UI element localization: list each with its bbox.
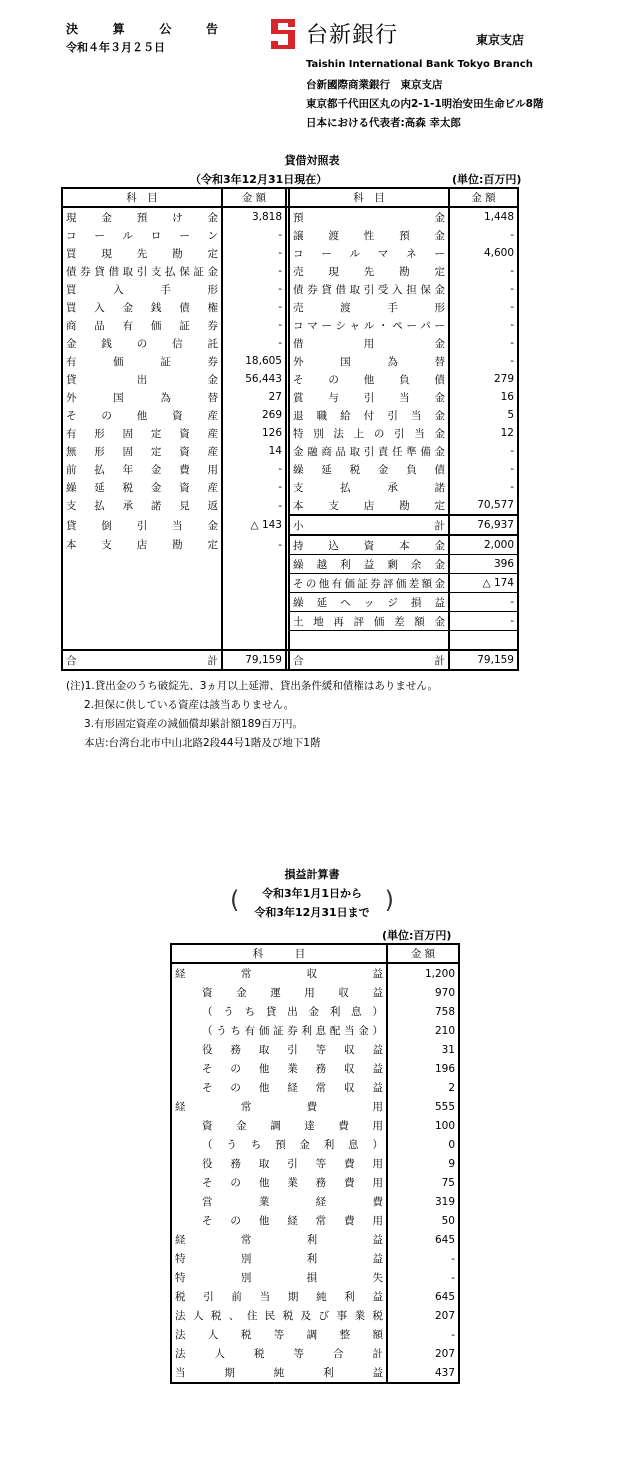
period-from: 令和3年1月1日から xyxy=(262,887,362,900)
asset-label xyxy=(62,574,222,593)
address-line: 台新國際商業銀行 東京支店 xyxy=(306,79,443,91)
income-item-label xyxy=(171,1097,387,1116)
asset-label: 買入金銭債権 xyxy=(62,298,222,316)
notice-title-char: 告 xyxy=(205,22,218,36)
income-statement-unit: (単位:百万円) xyxy=(382,929,452,942)
income-item-label xyxy=(171,1021,387,1040)
income-statement-row xyxy=(171,1078,459,1097)
income-item-label xyxy=(171,1116,387,1135)
liability-amount: - xyxy=(449,460,518,478)
asset-amount xyxy=(222,593,286,612)
liability-label: 債券貸借取引受入担保金 xyxy=(289,280,449,298)
income-item-amount: 210 xyxy=(387,1021,459,1040)
income-item-label xyxy=(171,1230,387,1249)
period-to: 令和3年12月31日まで xyxy=(254,906,370,919)
balance-sheet-date: （令和3年12月31日現在） xyxy=(190,173,328,186)
notice-title xyxy=(66,20,218,37)
income-item-amount: 0 xyxy=(387,1135,459,1154)
asset-amount: - xyxy=(222,262,286,280)
income-statement-title: 損益計算書 xyxy=(284,868,340,881)
asset-label xyxy=(62,555,222,574)
liability-amount: - xyxy=(449,262,518,280)
income-item-text: 当期純利益 xyxy=(175,1367,383,1379)
asset-amount: 126 xyxy=(222,424,286,442)
asset-amount: - xyxy=(222,460,286,478)
notice-title-char: 公 xyxy=(159,22,172,36)
balance-sheet-total-row xyxy=(62,650,518,670)
income-item-text: その他経常費用 xyxy=(202,1215,383,1227)
asset-label: 前払年金費用 xyxy=(62,460,222,478)
asset-amount: - xyxy=(222,334,286,352)
col-amount-header: 金 額 xyxy=(387,944,459,963)
income-item-text: （うち有価証券利息配当金） xyxy=(202,1025,383,1037)
income-item-text: 営業経費 xyxy=(202,1196,383,1208)
liability-label: 支払承諾 xyxy=(289,478,449,496)
liability-amount: - xyxy=(449,442,518,460)
asset-amount: - xyxy=(222,298,286,316)
income-item-text: 法人税等調整額 xyxy=(175,1329,383,1341)
liability-amount: 1,448 xyxy=(449,207,518,226)
income-statement-row xyxy=(171,1135,459,1154)
liability-label: 売渡手形 xyxy=(289,298,449,316)
asset-label: 本支店勘定 xyxy=(62,535,222,555)
balance-sheet-row xyxy=(62,478,518,496)
income-item-text: 役務取引等収益 xyxy=(202,1044,383,1056)
income-item-amount: 9 xyxy=(387,1154,459,1173)
liability-amount xyxy=(449,631,518,651)
bank-logo-text: 台新銀行 xyxy=(306,23,399,48)
subtotal-amount: 76,937 xyxy=(449,515,518,535)
income-item-label xyxy=(171,1344,387,1363)
col-item-header: 科 目 xyxy=(171,944,387,963)
liability-amount: 279 xyxy=(449,370,518,388)
asset-label: 有価証券 xyxy=(62,352,222,370)
balance-sheet-row xyxy=(62,334,518,352)
asset-label: 金銭の信託 xyxy=(62,334,222,352)
income-item-text: その他業務費用 xyxy=(202,1177,383,1189)
income-item-text: 経常費用 xyxy=(175,1101,383,1113)
balance-sheet-row xyxy=(62,535,518,555)
total-label-right: 計 xyxy=(434,654,445,667)
balance-sheet-row xyxy=(62,631,518,651)
col-item-header: 科 目 xyxy=(289,188,449,207)
asset-label: 買入手形 xyxy=(62,280,222,298)
income-statement-row xyxy=(171,1021,459,1040)
income-item-label xyxy=(171,983,387,1002)
income-item-text: 法人税等合計 xyxy=(175,1348,383,1360)
total-label-left: 合 xyxy=(66,654,77,667)
asset-label: 債券貸借取引支払保証金 xyxy=(62,262,222,280)
income-item-amount: 50 xyxy=(387,1211,459,1230)
capital-amount: △ 174 xyxy=(449,574,518,593)
liability-amount: 5 xyxy=(449,406,518,424)
liability-amount: - xyxy=(449,352,518,370)
notice-title-char: 決 xyxy=(66,22,79,36)
asset-amount: 14 xyxy=(222,442,286,460)
income-item-label xyxy=(171,1192,387,1211)
income-item-text: 特別利益 xyxy=(175,1253,383,1265)
asset-amount: - xyxy=(222,280,286,298)
income-statement-row xyxy=(171,1173,459,1192)
asset-label: 買現先勘定 xyxy=(62,244,222,262)
liability-amount: 4,600 xyxy=(449,244,518,262)
capital-label: その他有価証券評価差額金 xyxy=(289,574,449,593)
income-item-label xyxy=(171,1173,387,1192)
total-label-wrap xyxy=(66,653,218,668)
asset-amount: 18,605 xyxy=(222,352,286,370)
income-statement-row xyxy=(171,1230,459,1249)
income-statement-table xyxy=(170,943,460,1384)
income-statement-row xyxy=(171,1116,459,1135)
balance-sheet-row xyxy=(62,262,518,280)
asset-amount xyxy=(222,574,286,593)
income-statement-row xyxy=(171,1154,459,1173)
liability-label: コールマネー xyxy=(289,244,449,262)
asset-amount: 56,443 xyxy=(222,370,286,388)
liability-label: 借用金 xyxy=(289,334,449,352)
capital-label: 土地再評価差額金 xyxy=(289,612,449,631)
balance-sheet-row xyxy=(62,280,518,298)
balance-sheet-row xyxy=(62,316,518,334)
asset-amount xyxy=(222,612,286,631)
balance-sheet-table xyxy=(61,187,519,671)
income-item-text: （うち預金利息） xyxy=(202,1139,383,1151)
liability-amount: 70,577 xyxy=(449,496,518,515)
liability-label: 特別法上の引当金 xyxy=(289,424,449,442)
asset-label: 繰延税金資産 xyxy=(62,478,222,496)
asset-amount: △ 143 xyxy=(222,515,286,535)
income-item-amount: 100 xyxy=(387,1116,459,1135)
income-item-text: 経常収益 xyxy=(175,968,383,980)
asset-amount: - xyxy=(222,226,286,244)
income-statement-row xyxy=(171,1287,459,1306)
note-line: 本店:台湾台北市中山北路2段44号1階及び地下1階 xyxy=(84,737,321,749)
income-item-amount: 75 xyxy=(387,1173,459,1192)
income-statement-row xyxy=(171,1325,459,1344)
asset-amount: - xyxy=(222,244,286,262)
col-amount-header: 金 額 xyxy=(222,188,286,207)
asset-label: 現金預け金 xyxy=(62,207,222,226)
balance-sheet-row xyxy=(62,555,518,574)
income-statement-row xyxy=(171,983,459,1002)
income-item-amount: 207 xyxy=(387,1344,459,1363)
income-item-label xyxy=(171,963,387,983)
capital-amount: 396 xyxy=(449,555,518,574)
notice-date: 令和４年３月２５日 xyxy=(66,41,165,54)
asset-amount: 27 xyxy=(222,388,286,406)
income-item-text: 税引前当期純利益 xyxy=(175,1291,383,1303)
income-item-amount: 207 xyxy=(387,1306,459,1325)
income-item-text: 資金調達費用 xyxy=(202,1120,383,1132)
income-item-amount: - xyxy=(387,1325,459,1344)
asset-amount: - xyxy=(222,478,286,496)
open-bracket-icon: ( xyxy=(230,886,240,914)
asset-label: 貸倒引当金 xyxy=(62,515,222,535)
liabilities-total-amount: 79,159 xyxy=(449,650,518,670)
income-statement-row xyxy=(171,1097,459,1116)
income-item-amount: 2 xyxy=(387,1078,459,1097)
liability-amount: - xyxy=(449,298,518,316)
liability-label: 本支店勘定 xyxy=(289,496,449,515)
asset-label: 貸出金 xyxy=(62,370,222,388)
income-item-text: 資金運用収益 xyxy=(202,987,383,999)
income-item-text: 特別損失 xyxy=(175,1272,383,1284)
liability-label: 繰延税金負債 xyxy=(289,460,449,478)
branch-tag: 東京支店 xyxy=(476,33,525,47)
notice-title-char: 算 xyxy=(112,22,125,36)
income-item-label xyxy=(171,1363,387,1383)
subtotal-label-right: 計 xyxy=(434,519,445,532)
income-item-text: 経常利益 xyxy=(175,1234,383,1246)
col-amount-header: 金 額 xyxy=(449,188,518,207)
capital-amount: - xyxy=(449,593,518,612)
income-item-amount: - xyxy=(387,1268,459,1287)
income-item-amount: 758 xyxy=(387,1002,459,1021)
income-statement-row xyxy=(171,1211,459,1230)
asset-label: 有形固定資産 xyxy=(62,424,222,442)
income-item-text: 法人税、住民税及び事業税 xyxy=(175,1310,383,1322)
balance-sheet-row xyxy=(62,298,518,316)
liability-label: コマーシャル・ペーパー xyxy=(289,316,449,334)
balance-sheet-title: 貸借対照表 xyxy=(284,154,340,167)
liability-label: 譲渡性預金 xyxy=(289,226,449,244)
asset-label: 外国為替 xyxy=(62,388,222,406)
income-item-label xyxy=(171,1002,387,1021)
income-item-amount: 196 xyxy=(387,1059,459,1078)
income-statement-row xyxy=(171,1040,459,1059)
liability-label: 賞与引当金 xyxy=(289,388,449,406)
income-item-label xyxy=(171,1249,387,1268)
asset-label: 支払承諾見返 xyxy=(62,496,222,515)
liability-label: 退職給付引当金 xyxy=(289,406,449,424)
subtotal-label-left: 小 xyxy=(293,519,304,532)
income-item-label xyxy=(171,1268,387,1287)
asset-label: 商品有価証券 xyxy=(62,316,222,334)
income-item-amount: 645 xyxy=(387,1287,459,1306)
asset-amount: 3,818 xyxy=(222,207,286,226)
liability-amount: - xyxy=(449,226,518,244)
note-line: 2.担保に供している資産は該当ありません。 xyxy=(84,699,295,711)
income-item-label xyxy=(171,1040,387,1059)
liability-amount: 16 xyxy=(449,388,518,406)
asset-label xyxy=(62,612,222,631)
income-item-text: 役務取引等費用 xyxy=(202,1158,383,1170)
liability-amount: - xyxy=(449,478,518,496)
balance-sheet-row xyxy=(62,352,518,370)
asset-label: 無形固定資産 xyxy=(62,442,222,460)
asset-amount: - xyxy=(222,496,286,515)
income-item-text: その他経常収益 xyxy=(202,1082,383,1094)
asset-amount: 269 xyxy=(222,406,286,424)
balance-sheet-row xyxy=(62,406,518,424)
asset-label xyxy=(62,593,222,612)
address-line: 日本における代表者:高森 幸太郎 xyxy=(306,117,461,129)
liability-amount: - xyxy=(449,280,518,298)
income-item-text: その他業務収益 xyxy=(202,1063,383,1075)
income-item-label xyxy=(171,1154,387,1173)
income-item-amount: 437 xyxy=(387,1363,459,1383)
income-item-label xyxy=(171,1287,387,1306)
balance-sheet-row xyxy=(62,612,518,631)
capital-amount: 2,000 xyxy=(449,535,518,555)
balance-sheet-row xyxy=(62,515,518,535)
liabilities-total-label xyxy=(289,650,449,670)
liability-label: その他負債 xyxy=(289,370,449,388)
liability-amount: - xyxy=(449,334,518,352)
liability-label: 外国為替 xyxy=(289,352,449,370)
total-label-right: 計 xyxy=(207,654,218,667)
income-statement-period xyxy=(232,883,392,919)
balance-sheet-row xyxy=(62,460,518,478)
income-item-label xyxy=(171,1135,387,1154)
income-statement-row xyxy=(171,1192,459,1211)
subtotal-label xyxy=(293,518,445,533)
income-item-label xyxy=(171,1211,387,1230)
income-statement-row xyxy=(171,963,459,983)
balance-sheet-header-row xyxy=(62,188,518,207)
total-label-left: 合 xyxy=(293,654,304,667)
income-item-label xyxy=(171,1325,387,1344)
income-item-amount: 645 xyxy=(387,1230,459,1249)
liability-label xyxy=(289,515,449,535)
total-label-wrap xyxy=(293,653,445,668)
capital-label: 繰延ヘッジ損益 xyxy=(289,593,449,612)
balance-sheet-row xyxy=(62,370,518,388)
capital-label: 持込資本金 xyxy=(289,535,449,555)
income-item-label xyxy=(171,1306,387,1325)
income-statement-row xyxy=(171,1306,459,1325)
balance-sheet-row xyxy=(62,496,518,515)
liability-label: 金融商品取引責任準備金 xyxy=(289,442,449,460)
income-item-label xyxy=(171,1059,387,1078)
income-item-amount: 31 xyxy=(387,1040,459,1059)
asset-amount xyxy=(222,631,286,651)
asset-amount xyxy=(222,555,286,574)
balance-sheet-row xyxy=(62,388,518,406)
balance-sheet-row xyxy=(62,207,518,226)
assets-total-amount: 79,159 xyxy=(222,650,286,670)
income-item-text: （うち貸出金利息） xyxy=(202,1006,383,1018)
asset-label: コールローン xyxy=(62,226,222,244)
balance-sheet-row xyxy=(62,226,518,244)
asset-amount: - xyxy=(222,535,286,555)
address-line: 東京都千代田区丸の内2-1-1明治安田生命ビル8階 xyxy=(306,98,544,110)
balance-sheet-row xyxy=(62,244,518,262)
income-statement-row xyxy=(171,1268,459,1287)
liability-amount: - xyxy=(449,316,518,334)
liability-label: 売現先勘定 xyxy=(289,262,449,280)
income-item-amount: - xyxy=(387,1249,459,1268)
capital-amount: - xyxy=(449,612,518,631)
income-item-amount: 970 xyxy=(387,983,459,1002)
balance-sheet-row xyxy=(62,593,518,612)
asset-label xyxy=(62,631,222,651)
note-line: (注)1.貸出金のうち破綻先、3ヵ月以上延滞、貸出条件緩和債権はありません。 xyxy=(66,680,439,692)
income-statement-row xyxy=(171,1059,459,1078)
assets-total-label xyxy=(62,650,222,670)
income-item-amount: 1,200 xyxy=(387,963,459,983)
taishin-logo-icon xyxy=(268,16,298,52)
balance-sheet-row xyxy=(62,442,518,460)
balance-sheet-unit: (単位:百万円) xyxy=(452,173,522,186)
liability-label xyxy=(289,631,449,651)
balance-sheet-row xyxy=(62,574,518,593)
income-statement-row xyxy=(171,1249,459,1268)
note-line: 3.有形固定資産の減価償却累計額189百万円。 xyxy=(84,718,304,730)
address-english: Taishin International Bank Tokyo Branch xyxy=(306,59,533,70)
asset-amount: - xyxy=(222,316,286,334)
balance-sheet-row xyxy=(62,424,518,442)
income-statement-row xyxy=(171,1002,459,1021)
asset-label: その他資産 xyxy=(62,406,222,424)
liability-label: 預金 xyxy=(289,207,449,226)
income-statement-row xyxy=(171,1344,459,1363)
income-item-label xyxy=(171,1078,387,1097)
capital-label: 繰越利益剰余金 xyxy=(289,555,449,574)
income-statement-row xyxy=(171,1363,459,1383)
income-item-amount: 319 xyxy=(387,1192,459,1211)
income-item-amount: 555 xyxy=(387,1097,459,1116)
close-bracket-icon: ) xyxy=(384,886,394,914)
income-statement-header-row xyxy=(171,944,459,963)
col-item-header: 科 目 xyxy=(62,188,222,207)
liability-amount: 12 xyxy=(449,424,518,442)
